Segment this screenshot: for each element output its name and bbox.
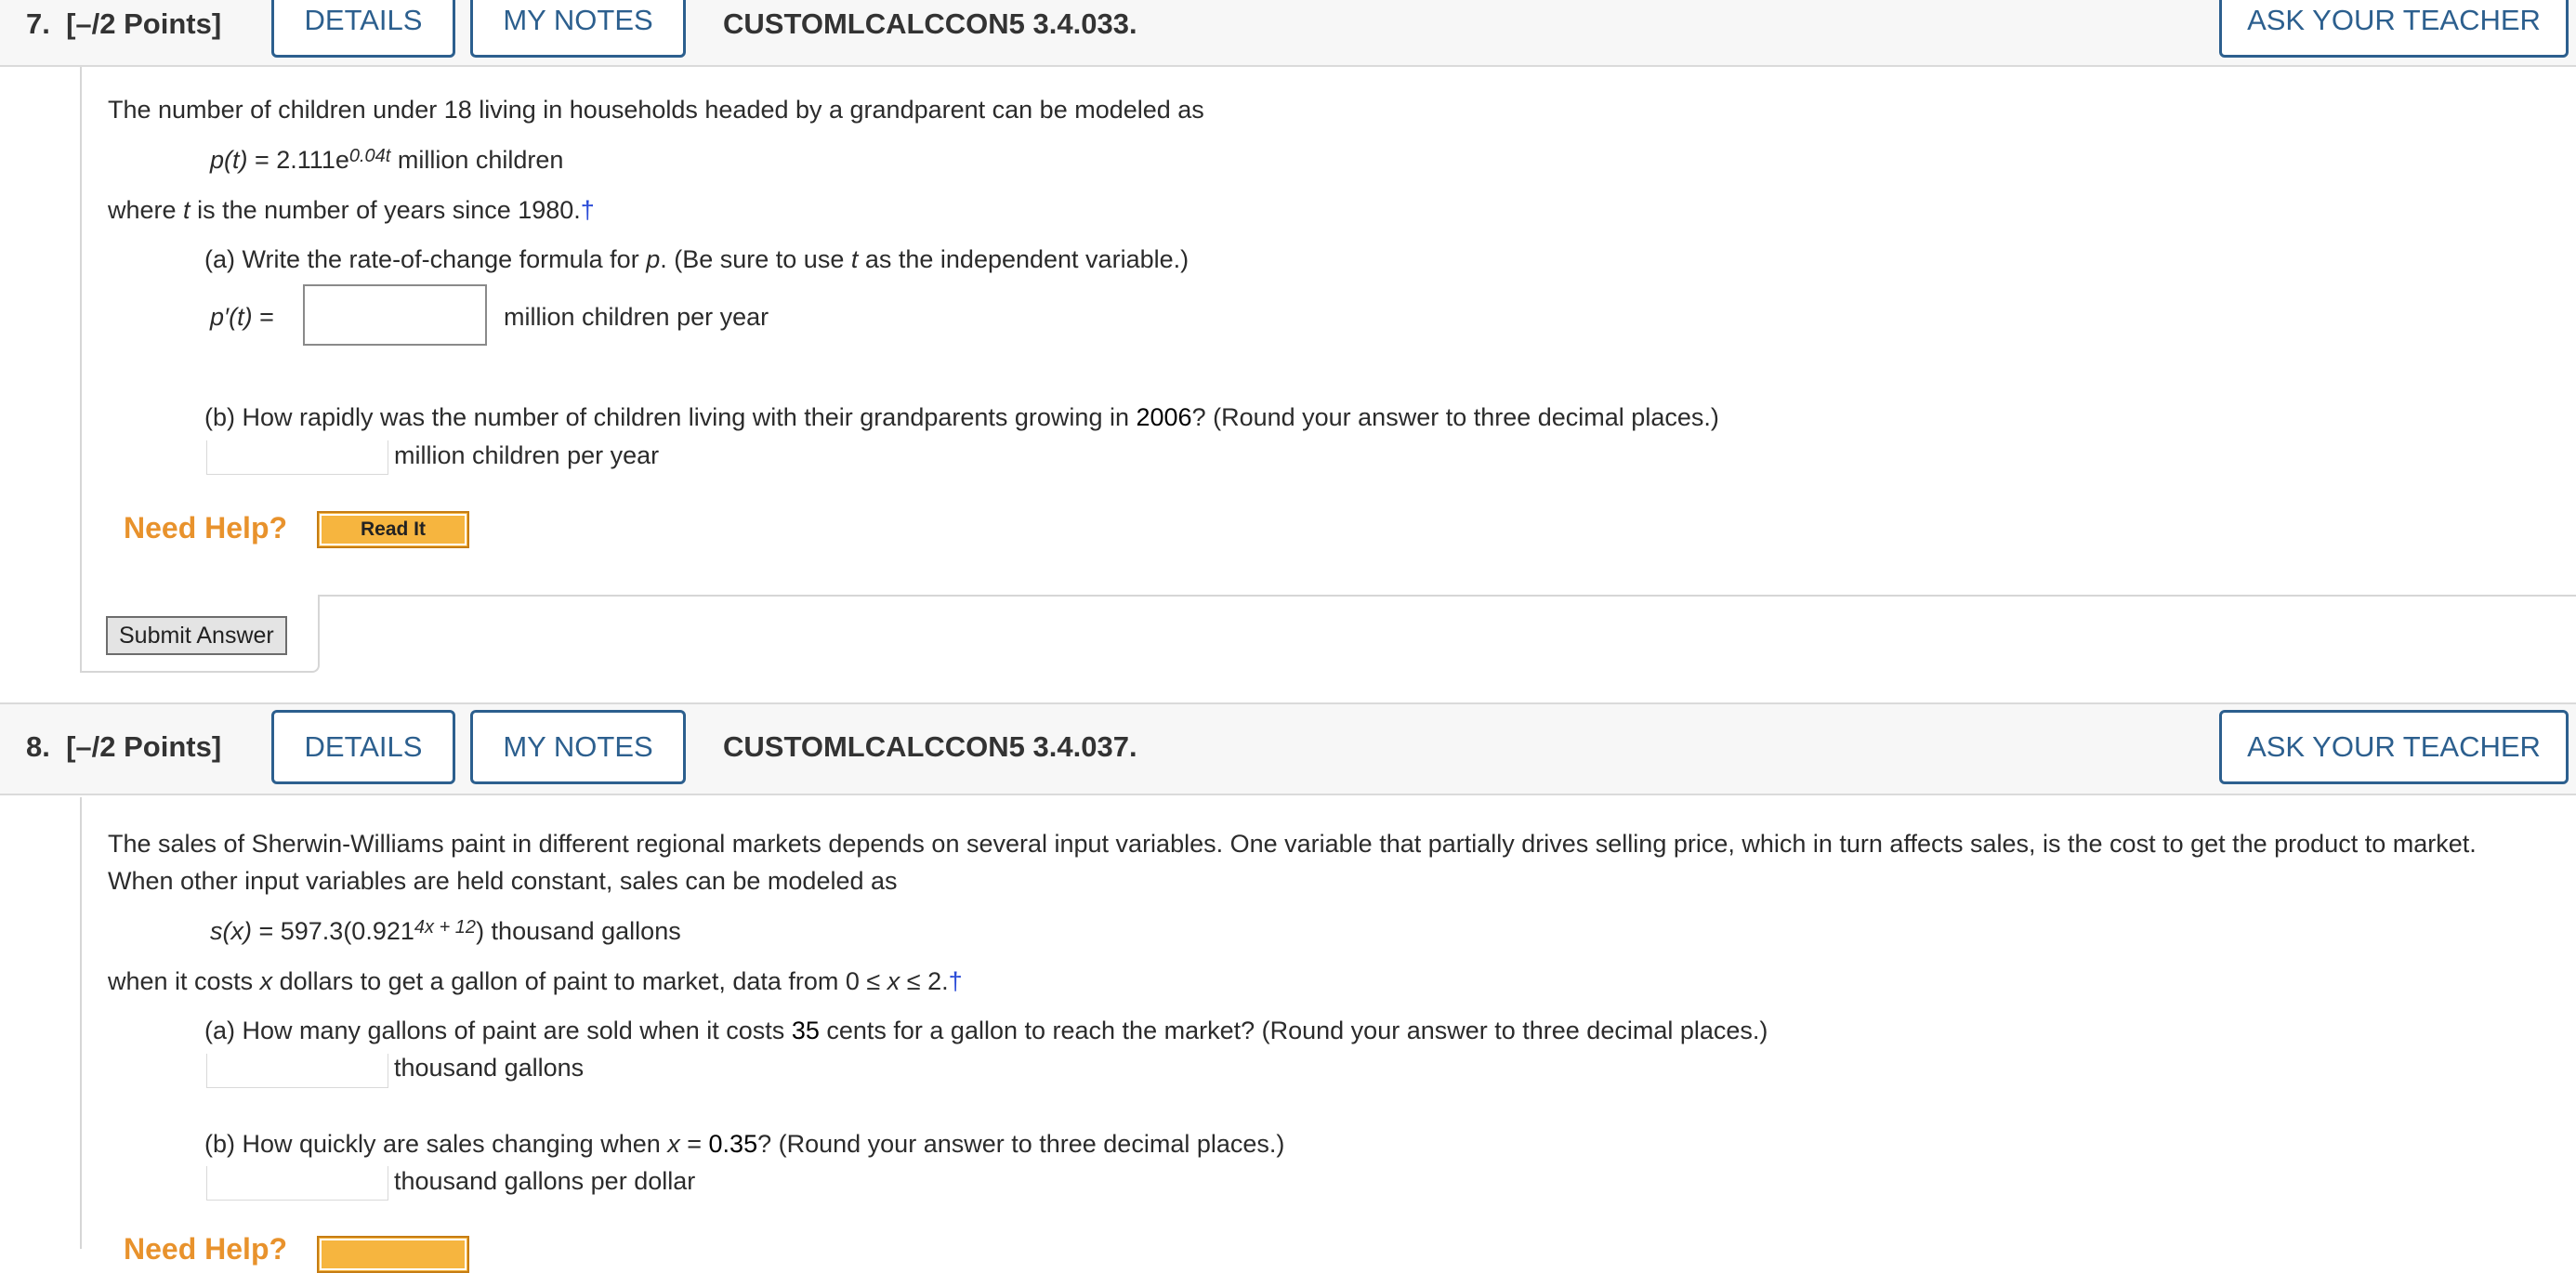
q7-need-help-label: Need Help? xyxy=(124,511,288,545)
q7-ask-teacher-button[interactable]: ASK YOUR TEACHER xyxy=(2219,0,2569,58)
q8-ask-teacher-button[interactable]: ASK YOUR TEACHER xyxy=(2219,710,2569,784)
q7-formula: $p(t) = 2.111e^{0.04t}$ million children xyxy=(210,146,564,174)
q8-part-a-prompt: (a) How many gallons of paint are sold when it costs 35 cents for a gallon to reach the market? (Round your answer to three decimal places.) xyxy=(204,1017,1768,1044)
q8-part-b-prompt: (b) How quickly are sales changing when x = 0.35? (Round your answer to three decimal places.) xyxy=(204,1130,1285,1158)
q7-submit-answer-button[interactable]: Submit Answer xyxy=(106,616,287,655)
q8-footnote-link[interactable]: † xyxy=(948,967,963,995)
q8-part-a-answer-input[interactable] xyxy=(206,1054,388,1088)
q7-my-notes-button[interactable]: MY NOTES xyxy=(470,0,686,58)
q8-part-b-answer-input[interactable] xyxy=(206,1166,388,1201)
q8-number: 8. [–/2 Points] xyxy=(26,730,222,763)
q7-points: [–/2 Points] xyxy=(66,7,222,40)
q7-where-text: where t is the number of years since 1980.† xyxy=(108,196,595,224)
q8-need-help-label: Need Help? xyxy=(124,1232,288,1266)
q7-part-b-unit: million children per year xyxy=(394,441,660,469)
q8-header xyxy=(0,702,2576,795)
q7-derivative-label: p′(t) = xyxy=(210,303,274,331)
q8-formula: $s(x) = 597.3(0.921^{4x + 12})$ thousand gallons xyxy=(210,917,681,945)
q8-part-a-unit: thousand gallons xyxy=(394,1054,585,1082)
q7-details-button[interactable]: DETAILS xyxy=(271,0,455,58)
q7-number: 7. [–/2 Points] xyxy=(26,7,222,40)
q7-read-it-button[interactable]: Read It xyxy=(317,511,469,548)
q8-my-notes-button[interactable]: MY NOTES xyxy=(470,710,686,784)
q7-part-a-prompt: (a) Write the rate-of-change formula for p. (Be sure to use t as the independent variable.) xyxy=(204,245,1189,273)
q8-part-b-unit: thousand gallons per dollar xyxy=(394,1167,696,1195)
q7-part-a-unit: million children per year xyxy=(504,303,769,331)
q8-when-text: when it costs x dollars to get a gallon of paint to market, data from 0 ≤ x ≤ 2.† xyxy=(108,967,963,995)
q7-submit-divider xyxy=(318,595,2576,597)
q7-problem-code: CUSTOMLCALCCON5 3.4.033. xyxy=(723,7,1137,40)
q7-header xyxy=(0,0,2576,67)
q7-footnote-link[interactable]: † xyxy=(580,196,595,224)
q8-problem-code: CUSTOMLCALCCON5 3.4.037. xyxy=(723,730,1137,763)
q7-part-b-prompt: (b) How rapidly was the number of children living with their grandparents growing in 2006? (Round your answer to three decimal places.) xyxy=(204,403,1719,431)
q7-intro: The number of children under 18 living in households headed by a grandparent can be modeled as xyxy=(108,96,1204,124)
q8-details-button[interactable]: DETAILS xyxy=(271,710,455,784)
q7-part-b-answer-input[interactable] xyxy=(206,440,388,475)
q8-read-it-button[interactable] xyxy=(317,1236,469,1273)
q8-points: [–/2 Points] xyxy=(66,730,222,763)
q7-part-a-answer-input[interactable] xyxy=(303,284,487,346)
q8-intro: The sales of Sherwin-Williams paint in different regional markets depends on several input variables. One variable that partially drives selling price, which in turn affects sales, is the cost to get the product to market. When other input variables are held constant, sales can be modeled as xyxy=(108,830,2477,895)
